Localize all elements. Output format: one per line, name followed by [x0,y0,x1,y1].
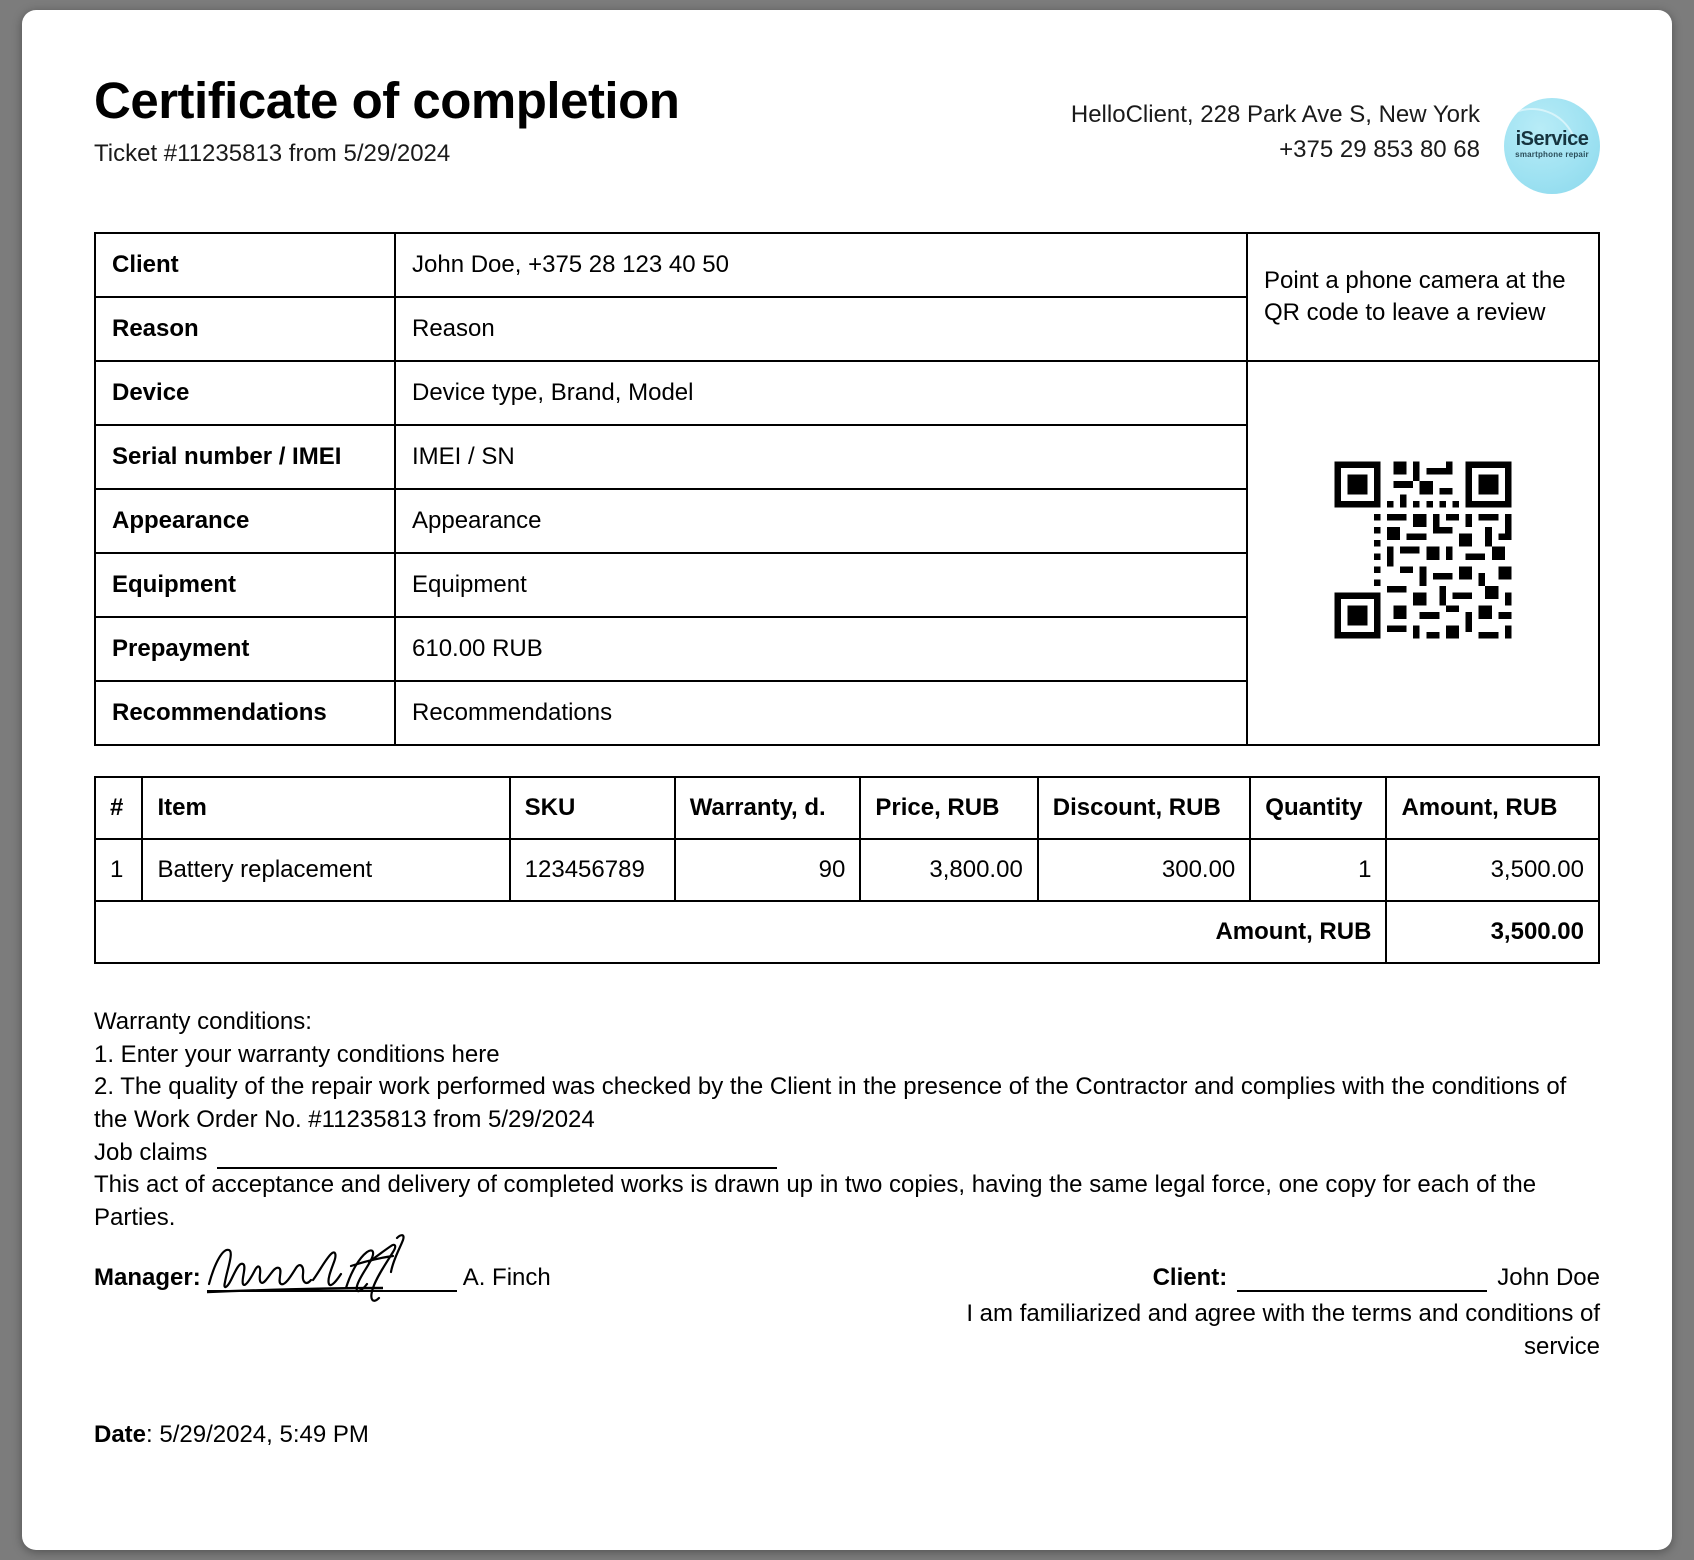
cell-amount: 3,500.00 [1386,839,1599,901]
info-value-reason: Reason [395,297,1247,361]
date-value: : 5/29/2024, 5:49 PM [146,1421,369,1449]
terms-line-3: This act of acceptance and delivery of completed works is drawn up in two copies, having the same legal force, one copy for each of the Parties. [94,1171,1537,1231]
manager-name: A. Finch [462,1264,551,1292]
header-left [94,68,679,168]
client-agreement-note: I am familiarized and agree with the terms and conditions of service [966,1300,1600,1360]
total-value: 3,500.00 [1386,901,1599,963]
handwritten-signature-icon [201,1232,501,1312]
info-value-device: Device type, Brand, Model [395,361,1247,425]
info-value-serial: IMEI / SN [395,425,1247,489]
info-label-prepayment: Prepayment [95,617,395,681]
ticket-info-table [94,232,1600,746]
info-value-client: John Doe, +375 28 123 40 50 [395,233,1247,297]
ticket-subtitle: Ticket #11235813 from 5/29/2024 [94,139,451,167]
info-label-appearance: Appearance [95,489,395,553]
cell-sku: 123456789 [510,839,675,901]
document-header [94,68,1600,194]
info-label-client: Client [95,233,395,297]
client-signature-row [900,1264,1600,1292]
cell-index: 1 [95,839,142,901]
company-address: HelloClient, 228 Park Ave S, New York [1070,101,1480,128]
date-label: Date [94,1421,147,1449]
info-label-reason: Reason [95,297,395,361]
qr-code-icon [1328,455,1518,652]
table-row [95,233,1599,297]
client-name: John Doe [1497,1264,1600,1292]
job-claims-row [94,1137,1600,1170]
cell-discount: 300.00 [1038,839,1250,901]
page-title: Certificate of completion [94,72,680,129]
logo-tagline: smartphone repair [1515,150,1589,159]
info-label-equipment: Equipment [95,553,395,617]
company-contact-block [1071,98,1480,168]
document-date-row [94,1421,1600,1449]
company-phone: +375 29 853 80 68 [1279,135,1480,163]
col-quantity: Quantity [1250,777,1386,839]
table-row [95,839,1599,901]
col-item: Item [142,777,509,839]
info-label-recommendations: Recommendations [95,681,395,745]
info-value-prepayment: 610.00 RUB [395,617,1247,681]
manager-label: Manager: [94,1264,201,1292]
info-label-serial: Serial number / IMEI [95,425,395,489]
cell-warranty: 90 [675,839,861,901]
info-value-equipment: Equipment [395,553,1247,617]
client-signature-area [900,1264,1600,1363]
col-sku: SKU [510,777,675,839]
info-value-appearance: Appearance [395,489,1247,553]
info-value-recommendations: Recommendations [395,681,1247,745]
table-row [95,361,1599,425]
terms-line-2: 2. The quality of the repair work performed was checked by the Client in the presence of the Contractor and complies with the conditions of the Work Order No. #11235813 from 5/29/2024 [94,1073,1567,1133]
terms-heading: Warranty conditions: [94,1008,312,1035]
total-label: Amount, RUB [95,901,1386,963]
client-signature-line[interactable] [1237,1266,1487,1292]
manager-signature-area [94,1264,551,1292]
client-label: Client: [1152,1264,1228,1292]
items-header-row [95,777,1599,839]
job-claims-input-line[interactable] [217,1149,777,1169]
signature-block [94,1264,1600,1363]
cell-quantity: 1 [1250,839,1386,901]
col-warranty: Warranty, d. [675,777,861,839]
cell-price: 3,800.00 [860,839,1037,901]
header-right [1071,68,1600,194]
qr-instruction-text: Point a phone camera at the QR code to leave a review [1247,233,1599,361]
certificate-page [22,10,1672,1550]
job-claims-label: Job claims [94,1138,208,1166]
qr-code-cell [1247,361,1599,745]
manager-signature-line[interactable] [207,1264,457,1292]
logo-name: iService [1515,128,1589,150]
col-price: Price, RUB [860,777,1037,839]
warranty-terms-block [94,1006,1600,1234]
company-logo [1504,98,1600,194]
col-discount: Discount, RUB [1038,777,1250,839]
cell-item: Battery replacement [142,839,509,901]
items-table [94,776,1600,964]
col-index: # [95,777,142,839]
items-total-row [95,901,1599,963]
info-label-device: Device [95,361,395,425]
col-amount: Amount, RUB [1386,777,1599,839]
terms-line-1: 1. Enter your warranty conditions here [94,1040,500,1068]
